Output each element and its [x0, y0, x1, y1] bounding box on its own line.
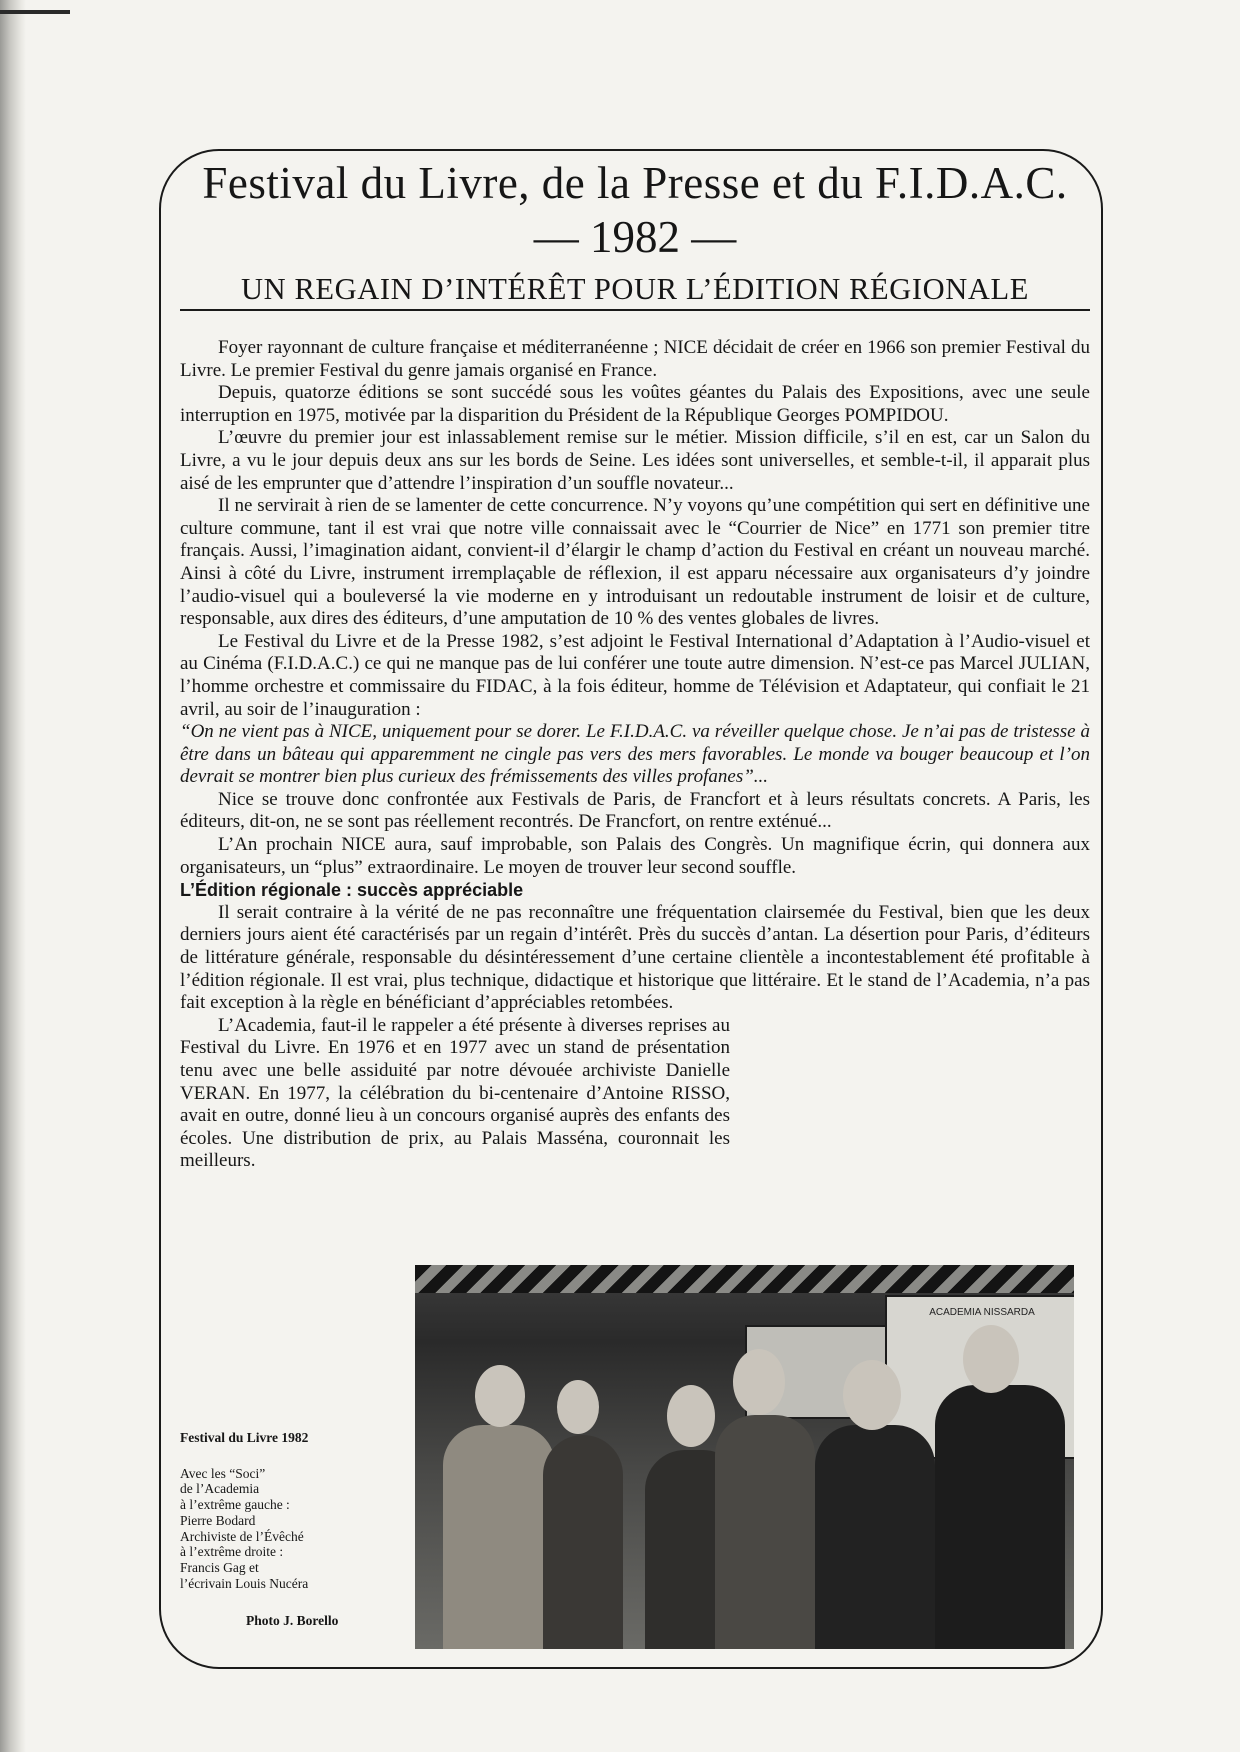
paragraph: Il serait contraire à la vérité de ne pas reconnaître une fréquentation clairsemée du Festival, bien que les deux derniers jours aient été caractérisés par un regain d’intérêt. Près du succès d’antan. La désertion pour Paris, d’éditeurs de littérature générale, responsable du désintéressement d’une certaine clientèle a incontestablement été profitable à l’édition régionale. Il est vrai, plus technique, didactique et historique que littéraire. Et le stand de l’Academia, n’a pas fait exception à la règle en bénéficiant d’appréciables retombées.	[180, 901, 1090, 1014]
caption-line: Avec les “Soci”	[180, 1465, 266, 1481]
caption-title: Festival du Livre 1982	[180, 1430, 309, 1445]
person-silhouette	[715, 1415, 815, 1649]
caption-line: Archiviste de l’Évêché	[180, 1528, 304, 1544]
person-silhouette	[443, 1425, 555, 1649]
caption-line: à l’extrême gauche :	[180, 1497, 290, 1513]
article-body	[180, 337, 1090, 1173]
article-year: — 1982 —	[533, 212, 737, 262]
caption-line: à l’extrême droite :	[180, 1544, 284, 1560]
paragraph: Nice se trouve donc confrontée aux Festivals de Paris, de Francfort et à leurs résultats concrets. A Paris, les éditeurs, dit-on, ne se sont pas réellement recontrés. De Francfort, on rentre exténué...	[180, 788, 1090, 833]
page-edge-mark	[0, 10, 70, 14]
article-title: Festival du Livre, de la Presse et du F.I.D.A.C.	[202, 158, 1068, 208]
person-head	[557, 1380, 599, 1434]
article	[180, 155, 1090, 1173]
paragraph: Le Festival du Livre et de la Presse 1982, s’est adjoint le Festival International d’Adaptation à l’Audio-visuel et au Cinéma (F.I.D.A.C.) ce qui ne manque pas de lui conférer une toute autre dimension. N’est-ce pas Marcel JULIAN, l’homme orchestre et commissaire du FIDAC, à la fois éditeur, homme de Télévision et Adaptateur, qui confiait le 21 avril, au soir de l’inauguration :	[180, 630, 1090, 720]
caption-line: Francis Gag et	[180, 1559, 259, 1575]
paragraph: Foyer rayonnant de culture française et méditerranéenne ; NICE décidait de créer en 1966 son premier Festival du Livre. Le premier Festival du genre jamais organisé en France.	[180, 337, 1090, 381]
paragraph: L’Academia, faut-il le rappeler a été présente à diverses reprises au Festival du Livre. En 1976 et en 1977 avec un stand de présentation tenu avec une belle assiduité par notre dévouée archiviste Danielle VERAN. En 1977, la célébration du bi-centenaire d’Antoine RISSO, avait en outre, donné lieu à un concours organisé auprès des enfants des écoles. Une distribution de prix, au Palais Masséna, couronnait les meilleurs.	[180, 1014, 730, 1172]
section-heading: L’Édition régionale : succès appréciable	[180, 880, 524, 901]
person-silhouette	[935, 1385, 1065, 1649]
quotation: “On ne vient pas à NICE, uniquement pour se dorer. Le F.I.D.A.C. va réveiller quelque chose. Je n’ai pas de tristesse à être dans un bâteau qui apparemment ne cingle pas vers des mers favorables. Le monde va bouger beaucoup et l’on devrait se montrer bien plus curieux des frémissements des villes profanes”...	[180, 721, 1090, 788]
person-silhouette	[543, 1435, 623, 1649]
caption-line: Pierre Bodard	[180, 1512, 256, 1528]
person-head	[733, 1349, 785, 1415]
article-subtitle: UN REGAIN D’INTÉRÊT POUR L’ÉDITION RÉGIONALE	[180, 269, 1090, 311]
paragraph: L’An prochain NICE aura, sauf improbable, son Palais des Congrès. Un magnifique écrin, qui donnera aux organisateurs, un “plus” extraordinaire. Le moyen de trouver leur second souffle.	[180, 834, 1090, 878]
photo-credit: Photo J. Borello	[246, 1613, 339, 1629]
person-head	[475, 1365, 525, 1427]
caption-line: l’écrivain Louis Nucéra	[180, 1575, 309, 1591]
person-head	[667, 1385, 715, 1447]
paragraph: L’œuvre du premier jour est inlassablement remise sur le métier. Mission difficile, s’il en est, car un Salon du Livre, a vu le jour depuis deux ans sur les bords de Seine. Les idées sont universelles, et semble-t-il, il apparait plus aisé de les emprunter que d’attendre l’inspiration d’un souffle novateur...	[180, 427, 1090, 494]
ceiling-beams	[415, 1265, 1074, 1293]
festival-photo	[415, 1265, 1074, 1649]
paragraph: Depuis, quatorze éditions se sont succédé sous les voûtes géantes du Palais des Expositions, avec une seule interruption en 1975, motivée par la disparition du Président de la République Georges POMPIDOU.	[180, 382, 1090, 426]
paragraph: Il ne servirait à rien de se lamenter de cette concurrence. N’y voyons qu’une compétition qui sert en définitive une culture commune, tant il est vrai que notre ville connaissait avec le “Courrier de Nice” en 1771 son premier titre français. Aussi, l’imagination aidant, convient-il d’élargir le champ d’action du Festival en créant un nouveau marché. Ainsi à côté du Livre, instrument irremplaçable de réflexion, il est apparu nécessaire aux organisateurs d’y joindre l’audio-visuel qui a bouleversé la vie moderne en y introduisant un redoutable instrument de loisir et de culture, responsable, aux dires des éditeurs, d’une amputation de 10 % des ventes globales de livres.	[180, 495, 1090, 630]
caption-line: de l’Academia	[180, 1481, 260, 1497]
panel-label: ACADEMIA NISSARDA	[929, 1307, 1035, 1318]
person-silhouette	[815, 1425, 935, 1649]
person-head	[963, 1325, 1019, 1393]
page-spine-shadow	[0, 0, 26, 1752]
person-head	[843, 1360, 901, 1430]
photo-caption	[180, 1430, 380, 1629]
